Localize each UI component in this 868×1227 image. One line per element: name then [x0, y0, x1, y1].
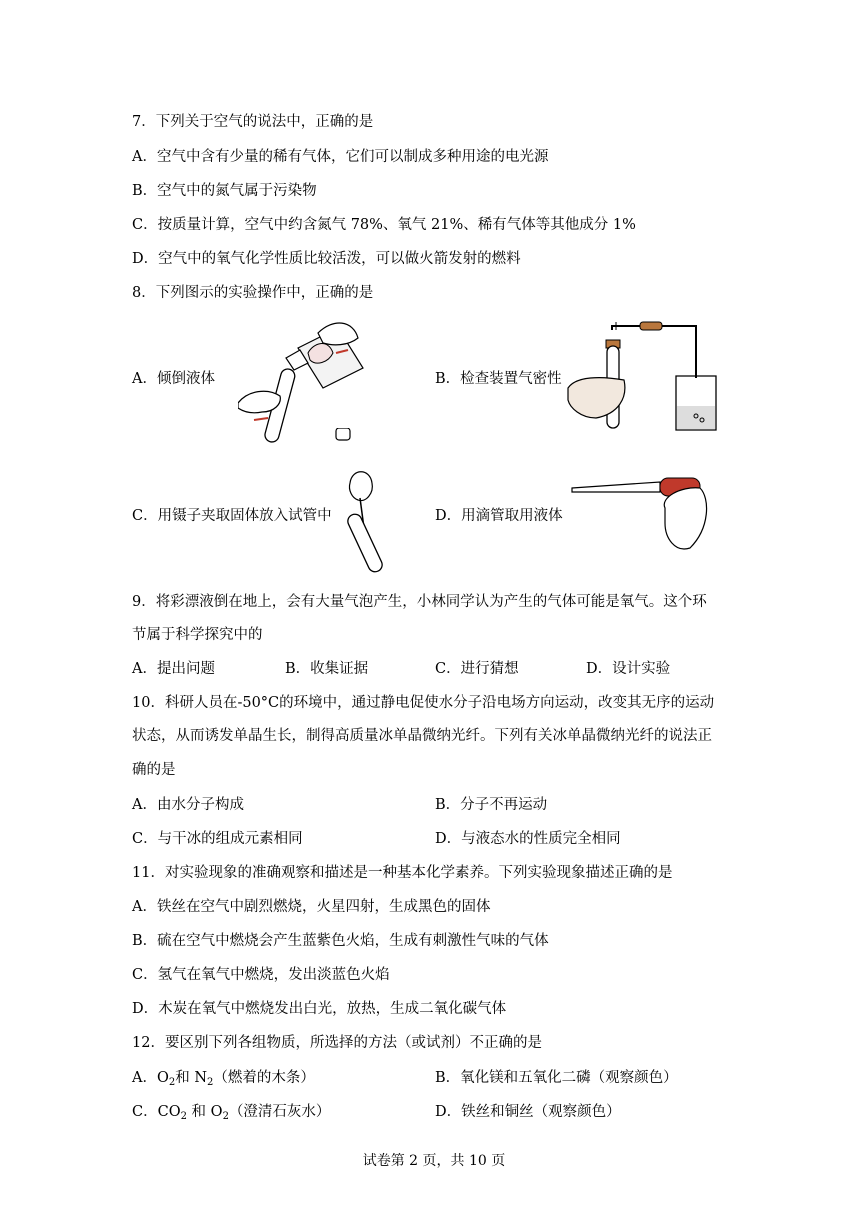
q12-option-c: C．$CO_2$ 和 $O_2$（澄清石灰水） — [132, 1104, 331, 1122]
q9-stem-line1: 9．将彩漂液倒在地上，会有大量气泡产生，小林同学认为产生的气体可能是氧气。这个环 — [132, 594, 707, 610]
q7-option-a: A．空气中含有少量的稀有气体，它们可以制成多种用途的电光源 — [132, 149, 549, 165]
q10-stem-line3: 确的是 — [132, 762, 176, 778]
q10-stem-line2: 状态，从而诱发单晶生长，制得高质量冰单晶微纳光纤。下列有关冰单晶微纳光纤的说法正 — [132, 728, 712, 744]
dropper-figure — [570, 468, 720, 558]
q10-option-c: C．与干冰的组成元素相同 — [132, 831, 303, 847]
q9-option-d: D．设计实验 — [586, 661, 671, 677]
q12-option-a: A．$O_2$和 $N_2$（燃着的木条） — [132, 1070, 315, 1088]
tweezers-figure — [330, 428, 410, 578]
airtightness-figure — [566, 318, 726, 438]
q11-option-b: B．硫在空气中燃烧会产生蓝紫色火焰，生成有刺激性气味的气体 — [132, 933, 549, 949]
q7-option-b: B．空气中的氮气属于污染物 — [132, 183, 317, 199]
q8-stem: 8．下列图示的实验操作中，正确的是 — [132, 285, 374, 301]
pouring-liquid-figure — [238, 308, 368, 448]
q11-option-d: D．木炭在氧气中燃烧发出白光，放热，生成二氧化碳气体 — [132, 1001, 507, 1017]
q12-stem: 12．要区别下列各组物质，所选择的方法（或试剂）不正确的是 — [132, 1035, 542, 1051]
q8-option-a: A．倾倒液体 — [132, 371, 215, 387]
q7-option-c: C．按质量计算，空气中约含氮气 78%、氧气 21%、稀有气体等其他成分 1% — [132, 217, 636, 233]
q8-option-c: C．用镊子夹取固体放入试管中 — [132, 508, 332, 524]
q8-option-b: B．检查装置气密性 — [435, 371, 562, 387]
q11-option-a: A．铁丝在空气中剧烈燃烧，火星四射，生成黑色的固体 — [132, 899, 491, 915]
q9-option-b: B．收集证据 — [285, 661, 369, 677]
q8-option-d: D．用滴管取用液体 — [435, 508, 563, 524]
q7-option-d: D．空气中的氧气化学性质比较活泼，可以做火箭发射的燃料 — [132, 251, 521, 267]
q11-option-c: C．氢气在氧气中燃烧，发出淡蓝色火焰 — [132, 967, 390, 983]
q12-option-d: D．铁丝和铜丝（观察颜色） — [435, 1104, 621, 1120]
q9-option-a: A．提出问题 — [132, 661, 215, 677]
q9-stem-line2: 节属于科学探究中的 — [132, 627, 263, 643]
q9-option-c: C．进行猜想 — [435, 661, 519, 677]
q12-option-b: B．氧化镁和五氧化二磷（观察颜色） — [435, 1070, 678, 1086]
q10-option-b: B．分子不再运动 — [435, 797, 548, 813]
q10-stem-line1: 10．科研人员在-50°C的环境中，通过静电促使水分子沿电场方向运动，改变其无序的运动 — [132, 695, 715, 711]
q7-stem: 7．下列关于空气的说法中，正确的是 — [132, 114, 374, 130]
q10-option-a: A．由水分子构成 — [132, 797, 244, 813]
q11-stem: 11．对实验现象的准确观察和描述是一种基本化学素养。下列实验现象描述正确的是 — [132, 865, 673, 881]
q10-option-d: D．与液态水的性质完全相同 — [435, 831, 621, 847]
page-footer: 试卷第 2 页，共 10 页 — [362, 1153, 506, 1169]
